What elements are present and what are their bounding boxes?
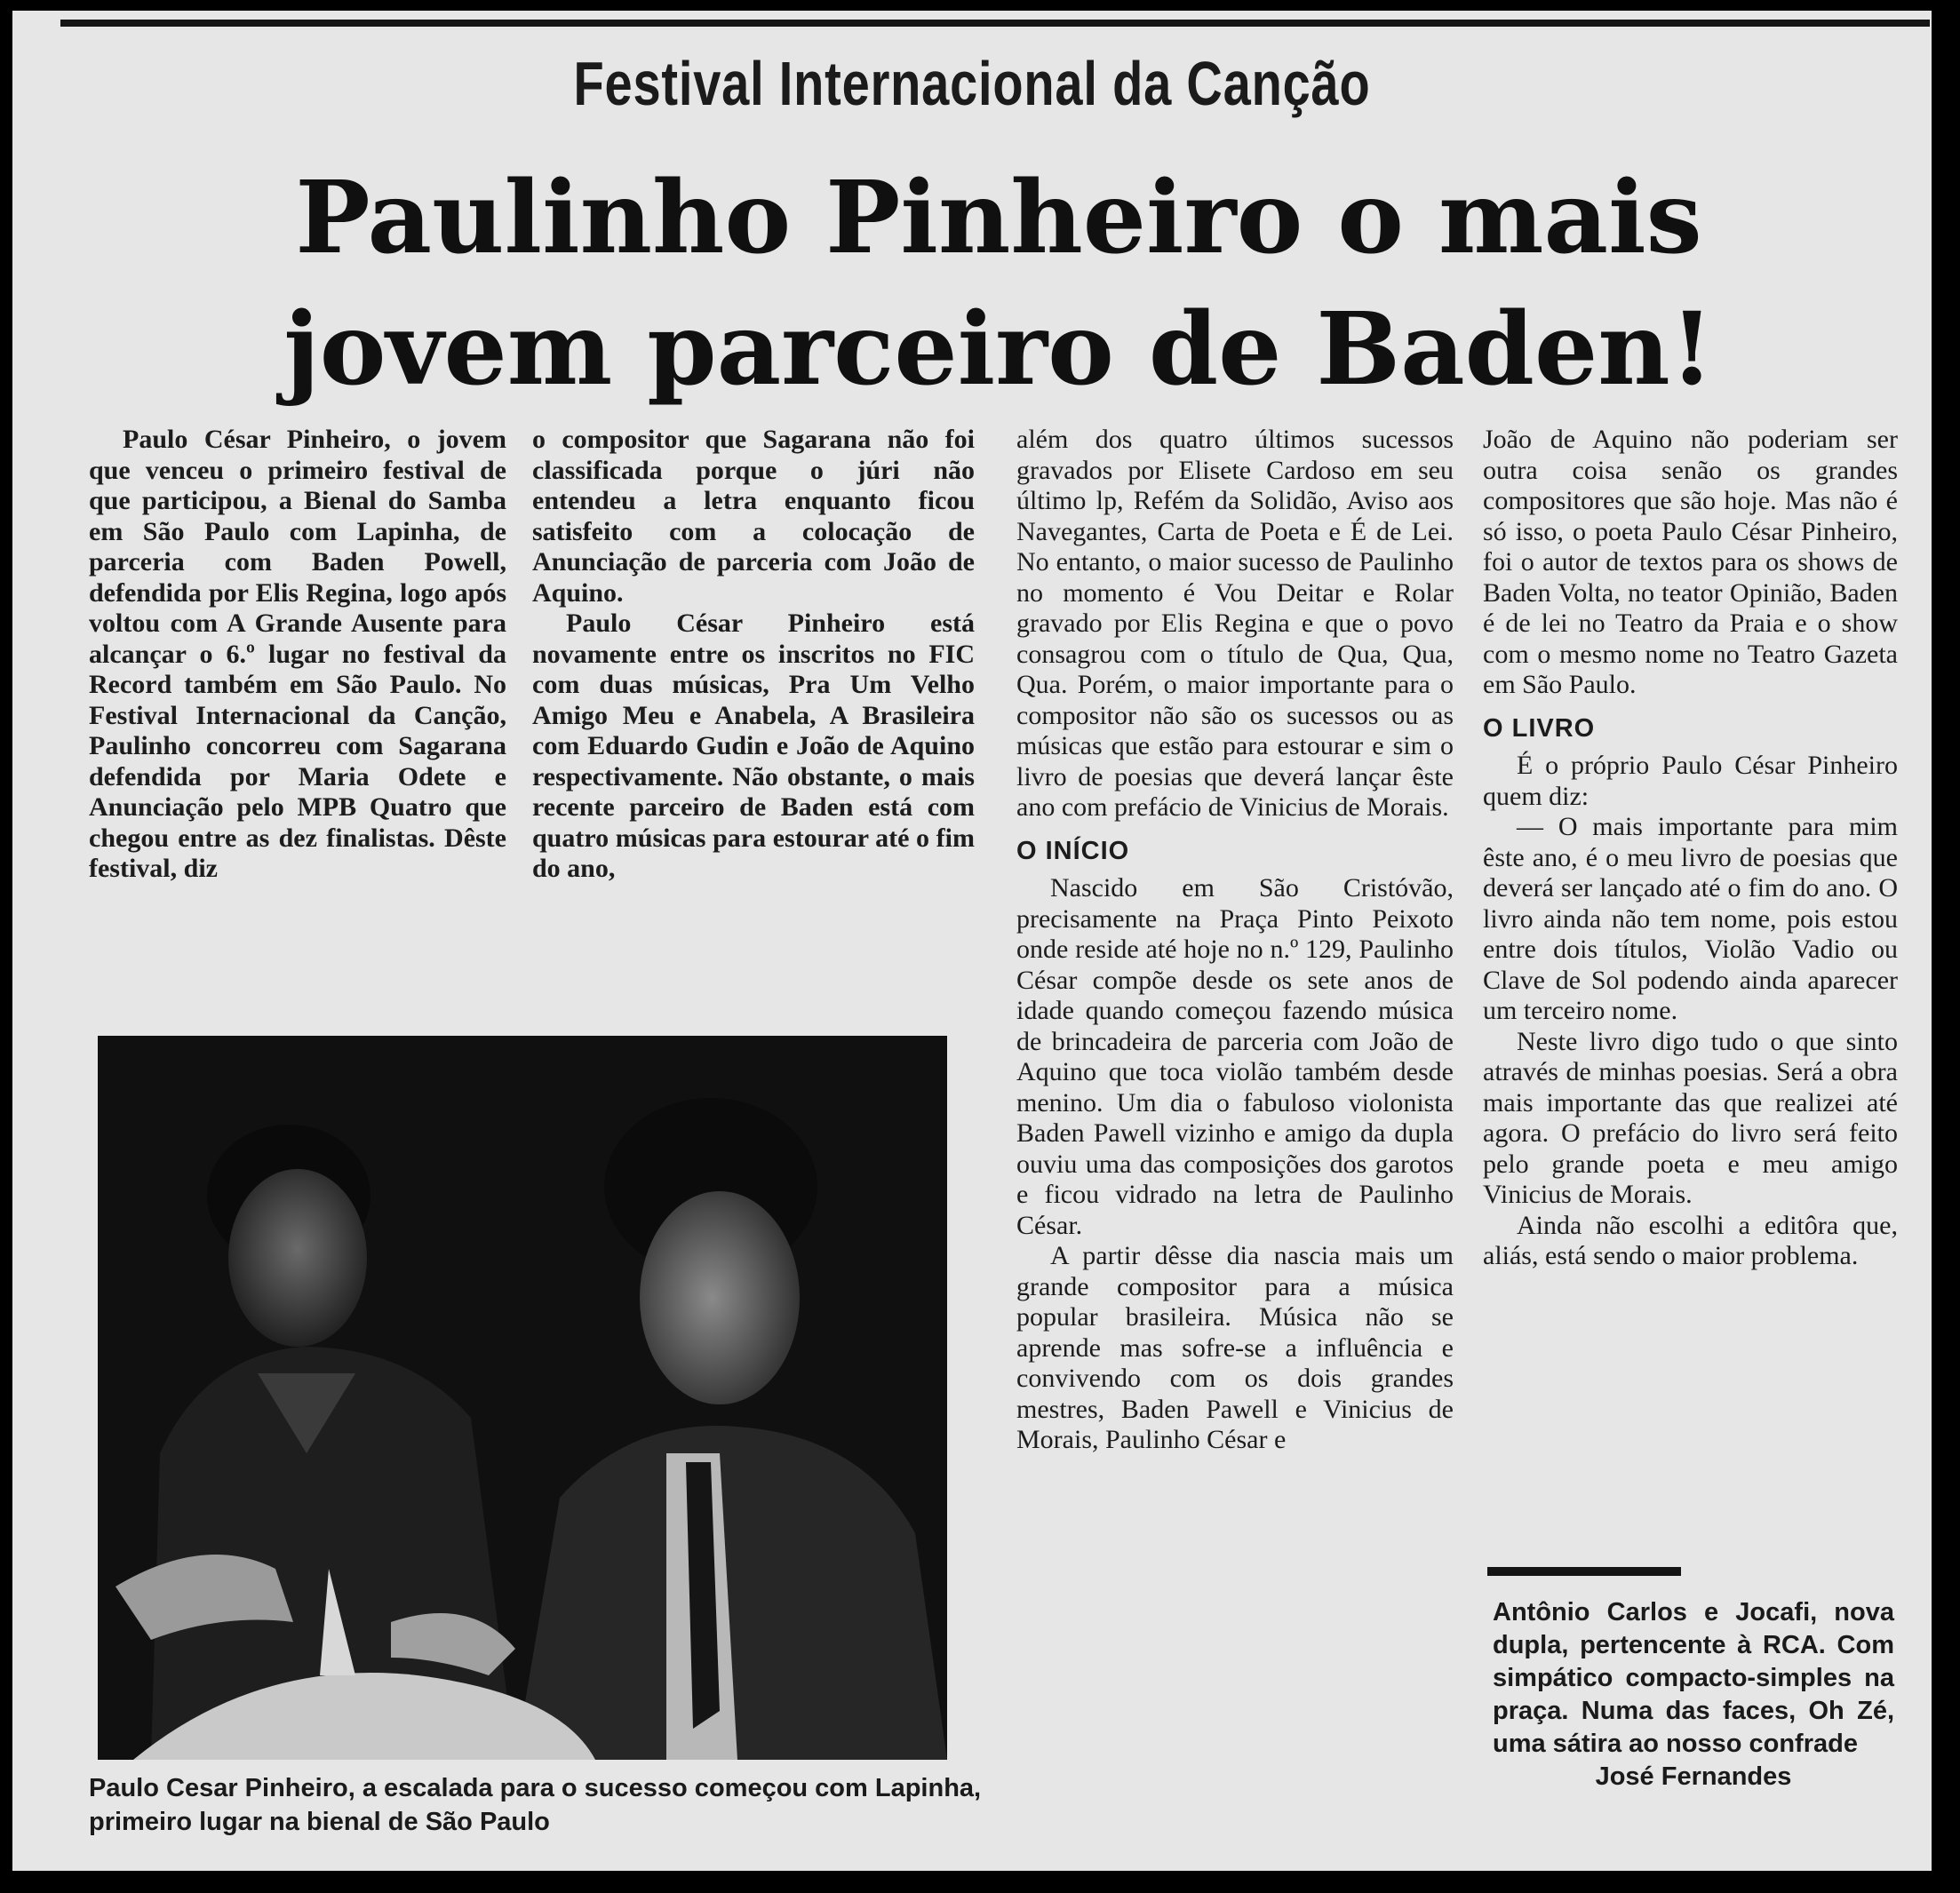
paragraph: Neste livro digo tudo o que sinto através de minhas poesias. Será a obra mais importante das que realizei até agora. O prefácio do livro será feito pelo grande poeta e meu amigo Vinicius de Morais. (1483, 1026, 1898, 1209)
photo-illustration (98, 1036, 947, 1760)
side-note-text: Antônio Carlos e Jocafi, nova dupla, pertencente à RCA. Com simpático compacto-simples na praça. Numa das faces, Oh Zé, uma sátira ao nosso confrade (1493, 1598, 1894, 1758)
column-4 (1483, 425, 1898, 1272)
subheading-livro: O LIVRO (1483, 713, 1596, 743)
headline-line-1: Paulinho Pinheiro o mais (295, 160, 1702, 276)
paragraph: Nascido em São Cristóvão, precisamente na Praça Pinto Peixoto onde reside até hoje no n.º 129, Paulinho César compõe desde os sete anos de idade quando começou fazendo música de brincadeira de parceria com João de Aquino que toca violão também desde menino. Um dia o fabuloso violonista Baden Pawell vizinho e amigo da dupla ouviu uma das composições dos garotos e ficou vidrado na letra de Paulinho César. (1016, 873, 1454, 1240)
headline-line-2: jovem parceiro de Baden! (283, 291, 1714, 408)
note-divider (1487, 1567, 1681, 1576)
paragraph: Paulo César Pinheiro, o jovem que venceu o primeiro festival de que participou, a Bienal do Samba em São Paulo com Lapinha, de parceria com Baden Powell, defendida por Elis Regina, logo após voltou com A Grande Ausente para alcançar o 6.º lugar no festival da Record também em São Paulo. No Festival Internacional da Canção, Paulinho concorreu com Sagarana defendida por Maria Odete e Anunciação pelo MPB Quatro que chegou entre as dez finalistas. Dêste festival, diz (89, 425, 506, 883)
paragraph: — O mais importante para mim êste ano, é o meu livro de poesias que deverá ser lançado até o fim do ano. O livro ainda não tem nome, pois estou entre dois títulos, Violão Vadio ou Clave de Sol podendo ainda aparecer um terceiro nome. (1483, 812, 1898, 1025)
paragraph: João de Aquino não poderiam ser outra coisa senão os grandes compositores que são hoje. Mas não é só isso, o poeta Paulo César Pinheiro, foi o autor de textos para os shows de Baden Volta, no teator Opinião, Baden é de lei no Teatro da Praia e o show com o mesmo nome no Teatro Gazeta em São Paulo. (1483, 425, 1898, 699)
top-rule (60, 20, 1930, 27)
section-kicker: Festival Internacional da Canção (573, 49, 1371, 118)
paragraph: Ainda não escolhi a editôra que, aliás, está sendo o maior problema. (1483, 1210, 1898, 1270)
paragraph: A partir dêsse dia nascia mais um grande compositor para a música popular brasileira. Música não se aprende mas sofre-se a influência e convivendo com os dois grandes mestres, Baden Pawell e Vinicius de Morais, Paulinho César e (1016, 1241, 1454, 1454)
column-1 (89, 425, 506, 885)
photo-caption: Paulo Cesar Pinheiro, a escalada para o sucesso começou com Lapinha, primeiro lugar na bienal de São Paulo (89, 1774, 982, 1836)
newspaper-page (12, 11, 1932, 1871)
photo-two-men (98, 1036, 947, 1760)
paragraph: Paulo César Pinheiro está novamente entre os inscritos no FIC com duas músicas, Pra Um Velho Amigo Meu e Anabela, A Brasileira com Eduardo Gudin e João de Aquino respectivamente. Não obstante, o mais recente parceiro de Baden está com quatro músicas para estourar até o fim do ano, (532, 608, 975, 883)
side-note-signature: José Fernandes (1595, 1762, 1792, 1791)
paragraph: É o próprio Paulo César Pinheiro quem diz: (1483, 751, 1898, 811)
side-note (1493, 1596, 1894, 1794)
column-3 (1016, 425, 1454, 1456)
column-2 (532, 425, 975, 885)
paragraph: o compositor que Sagarana não foi classificada porque o júri não entendeu a letra enquanto ficou satisfeito com a colocação de Anunciação de parceria com João de Aquino. (532, 425, 975, 608)
paragraph: além dos quatro últimos sucessos gravados por Elisete Cardoso em seu último lp, Refém da Solidão, Aviso aos Navegantes, Carta de Poeta e É de Lei. No entanto, o maior sucesso de Paulinho no momento é Vou Deitar e Rolar gravado por Elis Regina e que o povo consagrou com o título de Qua, Qua, Qua. Porém, o maior importante para o compositor não são os sucessos ou as músicas que estão para estourar e sim o livro de poesias que deverá lançar êste ano com prefácio de Vinicius de Morais. (1016, 425, 1454, 822)
subheading-inicio: O INÍCIO (1016, 836, 1130, 865)
